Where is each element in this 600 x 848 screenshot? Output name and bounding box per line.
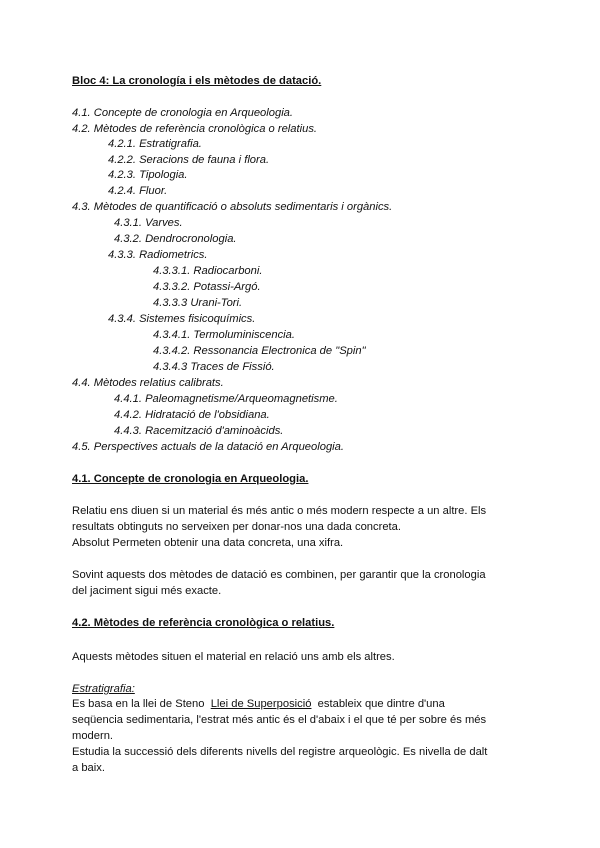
toc-item: 4.3.3.1. Radiocarboni. [153,265,263,277]
toc-item: 4.3. Mètodes de quantificació o absoluts sedimentaris i orgànics. [72,201,393,213]
section-heading: 4.2. Mètodes de referència cronològica o relatius. [72,617,335,629]
toc-item: 4.3.4. Sistemes fisicoquímics. [108,313,256,325]
toc-item: 4.2. Mètodes de referència cronològica o relatius. [72,123,318,135]
paragraph-line [72,697,445,711]
toc-item: 4.3.3. Radiometrics. [108,249,208,261]
toc-item: 4.4.2. Hidratació de l'obsidiana. [114,409,270,421]
toc-item: 4.2.1. Estratigrafia. [108,138,202,150]
toc-item: 4.4.1. Paleomagnetisme/Arqueomagnetisme. [114,393,338,405]
toc-item: 4.4.3. Racemització d'aminoàcids. [114,425,284,437]
paragraph-line: del jaciment sigui més exacte. [72,585,222,597]
toc-item: 4.2.4. Fluor. [108,185,168,197]
toc-item: 4.4. Mètodes relatius calibrats. [72,377,224,389]
document-title: Bloc 4: La cronología i els mètodes de datació. [72,75,322,87]
toc-item: 4.3.3.2. Potassi-Argó. [153,281,261,293]
subsection-heading: Estratigrafia: [72,683,135,695]
paragraph-line: Relatiu ens diuen si un material és més antic o més modern respecte a un altre. Els [72,505,487,517]
toc-item: 4.2.2. Seracions de fauna i flora. [108,154,270,166]
toc-item: 4.5. Perspectives actuals de la datació en Arqueologia. [72,441,344,453]
toc-item: 4.3.4.3 Traces de Fissió. [153,361,275,373]
toc-item: 4.2.3. Tipologia. [108,169,188,181]
paragraph-text: Es basa en la llei de Steno [72,698,211,710]
paragraph-line: a baix. [72,762,105,774]
paragraph-line: seqüencia sedimentaria, l'estrat més antic és el d'abaix i el que té per sobre és més [72,714,487,726]
toc-item: 4.3.3.3 Urani-Tori. [153,297,243,309]
paragraph-line: Estudia la successió dels diferents nivells del registre arqueològic. Es nivella de dalt [72,746,488,758]
toc-item: 4.3.4.2. Ressonancia Electronica de "Spin" [153,345,366,357]
law-reference: Llei de Superposició [210,698,312,710]
section-heading: 4.1. Concepte de cronologia en Arqueologia. [72,473,309,485]
paragraph-line: Sovint aquests dos mètodes de datació es combinen, per garantir que la cronologia [72,569,486,581]
toc-item: 4.3.1. Varves. [114,217,183,229]
paragraph-line: modern. [72,730,114,742]
toc-item: 4.3.2. Dendrocronologia. [114,233,237,245]
paragraph-line: Aquests mètodes situen el material en relació uns amb els altres. [72,651,395,663]
paragraph-text: estableix que dintre d'una [311,698,445,710]
toc-item: 4.1. Concepte de cronologia en Arqueologia. [72,107,294,119]
paragraph-line: resultats obtinguts no serveixen per donar-nos una dada concreta. [72,521,401,533]
toc-item: 4.3.4.1. Termoluminiscencia. [153,329,295,341]
paragraph-line: Absolut Permeten obtenir una data concreta, una xifra. [72,537,344,549]
